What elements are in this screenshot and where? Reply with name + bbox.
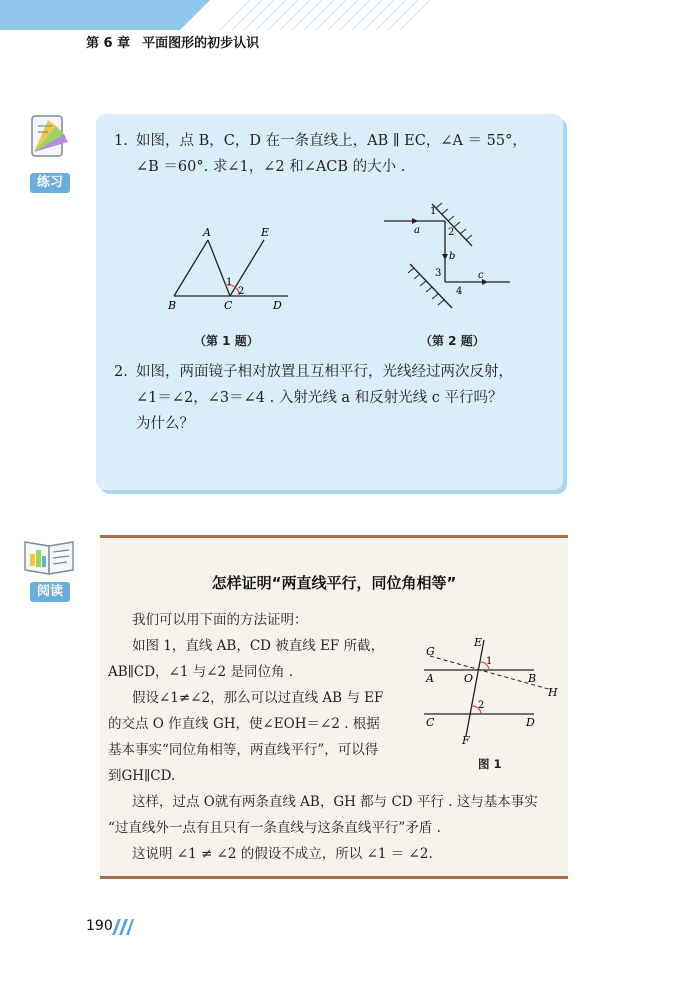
rfig-angle-1: 1 (486, 656, 493, 667)
fig2-ray-a: a (414, 225, 420, 236)
rfig-label-a: A (426, 672, 434, 685)
question-2-line-1: 如图，两面镜子相对放置且互相平行，光线经过两次反射， (136, 364, 513, 380)
rfig-label-b: B (528, 672, 537, 685)
fig2-angle-2: 2 (448, 227, 455, 238)
fig2-ray-b: b (449, 251, 456, 262)
reading-icon (22, 534, 76, 578)
reading-line: 这样，过点 O就有两条直线 AB，GH 都与 CD 平行 . 这与基本事实 (132, 794, 538, 810)
fig2-angle-1: 1 (430, 206, 437, 217)
question-2-line-2: ∠1＝∠2，∠3＝∠4 . 入射光线 a 和反射光线 c 平行吗？ (136, 390, 503, 406)
reading-line: “过直线外一点有且只有一条直线与这条直线平行”矛盾 . (108, 820, 441, 836)
question-2-number: 2. (114, 364, 128, 380)
question-1-line-2: ∠B ＝60°. 求∠1，∠2 和∠ACB 的大小 . (136, 159, 406, 175)
fig1-label-b: B (168, 299, 177, 312)
fig2-ray-c: c (478, 270, 484, 281)
reading-line: AB∥CD，∠1 与∠2 是同位角 . (108, 664, 294, 680)
figure-2-mirrors (382, 200, 514, 310)
figure-1-caption: （第 1 题） (194, 334, 259, 348)
chapter-title: 平面图形的初步认识 (142, 36, 260, 51)
exercise-label: 练习 (30, 173, 70, 193)
reading-box (100, 535, 568, 879)
fig1-label-c: C (224, 299, 233, 312)
reading-line: 到GH∥CD. (108, 768, 176, 784)
fig2-angle-4: 4 (456, 286, 463, 297)
reading-line: 假设∠1≠∠2，那么可以过直线 AB 与 EF (132, 690, 384, 706)
fig1-label-d: D (273, 299, 282, 312)
rfig-label-f: F (462, 734, 470, 746)
fig2-angle-3: 3 (435, 268, 442, 279)
exercise-box (96, 114, 563, 490)
rfig-label-o: O (464, 672, 474, 685)
rfig-label-c: C (426, 716, 435, 729)
rfig-label-g: G (426, 645, 435, 658)
fig1-label-a: A (203, 226, 211, 239)
fig1-label-e: E (261, 226, 270, 239)
reading-title: 怎样证明“两直线平行，同位角相等” (211, 574, 457, 592)
chapter-number: 第 6 章 (86, 36, 131, 51)
rfig-label-e: E (474, 638, 483, 649)
rfig-label-d: D (526, 716, 535, 729)
rfig-label-h: H (548, 686, 558, 699)
fig1-angle-1: 1 (226, 277, 233, 288)
question-2 (114, 359, 513, 437)
fig1-angle-2: 2 (238, 286, 245, 297)
reading-label: 阅读 (30, 582, 70, 602)
question-2-line-3: 为什么？ (136, 416, 194, 432)
reading-line: 我们可以用下面的方法证明： (132, 612, 308, 628)
question-1-line-1: 如图，点 B，C，D 在一条直线上，AB ∥ EC，∠A ＝ 55°， (136, 133, 527, 149)
reading-line: 这说明 ∠1 ≠ ∠2 的假设不成立，所以 ∠1 ＝ ∠2. (132, 846, 433, 862)
question-1-number: 1. (114, 133, 128, 149)
page-number-text: 190 (86, 918, 113, 934)
reading-line: 基本事实“同位角相等，两直线平行”，可以得 (108, 742, 379, 758)
figure-2-caption: （第 2 题） (420, 334, 485, 348)
reading-figure-1 (422, 638, 562, 746)
figure-1-triangle (166, 224, 296, 314)
question-1 (114, 128, 527, 180)
header-band (0, 0, 700, 30)
reading-line: 如图 1，直线 AB，CD 被直线 EF 所截， (132, 638, 385, 654)
rfig-angle-2: 2 (478, 700, 485, 711)
reading-figure-caption: 图 1 (478, 757, 502, 771)
page-number-slashes (108, 918, 134, 936)
exercise-icon (26, 112, 74, 164)
reading-line: 的交点 O 作直线 GH，使∠EOH＝∠2 . 根据 (108, 716, 380, 732)
chapter-heading (86, 32, 259, 51)
